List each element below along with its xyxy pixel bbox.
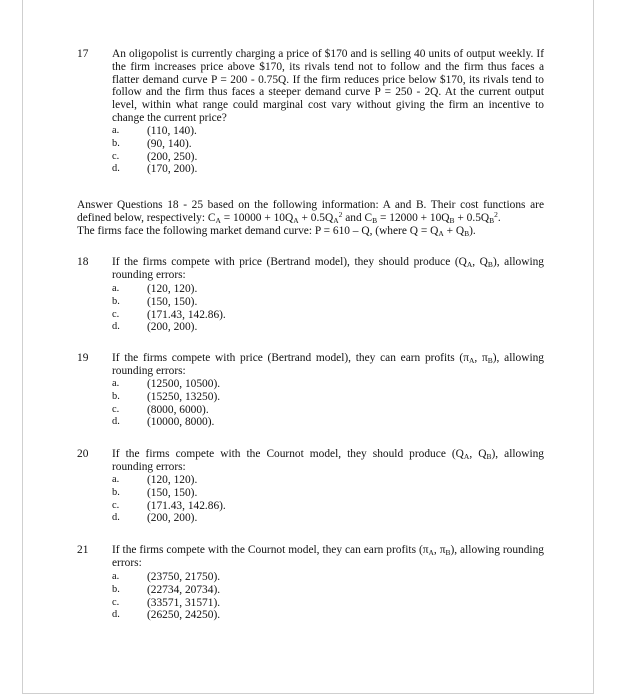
text-segment: ), allowing rounding errors: bbox=[112, 256, 545, 281]
option-value: (15250, 13250). bbox=[147, 390, 221, 403]
option-value: (26250, 24250). bbox=[147, 609, 221, 622]
subscript: A bbox=[293, 215, 299, 225]
option-letter: d. bbox=[112, 512, 120, 524]
cost-a-symbol: C bbox=[207, 211, 216, 224]
question-text bbox=[112, 448, 544, 474]
subscript: B bbox=[445, 548, 451, 557]
cost-a-quadratic: + 0.5Q bbox=[298, 211, 334, 224]
info-paragraph bbox=[77, 199, 544, 237]
cost-a-equation: = 10000 + 10Q bbox=[220, 211, 294, 224]
option-letter: d. bbox=[112, 163, 120, 175]
superscript: 2 bbox=[494, 209, 498, 219]
option-letter: c. bbox=[112, 499, 120, 511]
text-segment: ), allowing rounding errors: bbox=[112, 448, 544, 473]
text-segment: If the firms compete with the Cournot model, they should produce (Q bbox=[112, 448, 464, 460]
option-value: (171.43, 142.86). bbox=[147, 308, 226, 321]
option-letter: a. bbox=[112, 474, 120, 485]
option-value: (120, 120). bbox=[147, 474, 198, 486]
demand-close: ). bbox=[469, 224, 476, 237]
cost-b-equation: = 12000 + 10Q bbox=[377, 211, 450, 224]
text-segment: If the firms compete with price (Bertrand model), they can earn profits (π bbox=[112, 352, 469, 364]
option-letter: c. bbox=[112, 308, 120, 320]
subscript: A bbox=[215, 215, 221, 225]
subscript: A bbox=[428, 548, 434, 557]
demand-text: The firms face the following market demand curve: P = 610 – Q, (where Q = Q bbox=[77, 224, 439, 237]
option-value: (110, 140). bbox=[147, 125, 197, 137]
question-text: An oligopolist is currently charging a price of $170 and is selling 40 units of output weekly. If the firm increases price above $170, its rivals tend not to follow and the firm thus faces a flatter demand curve P = 200 - 0.75Q. If the firm reduces price below $170, its rivals tend to follow and the firm thus faces a steeper demand curve P = 250 - 2Q. At the current output level, within what range could marginal cost vary without giving the firm an incentive to change the current price? bbox=[112, 48, 544, 124]
subscript: B bbox=[487, 260, 493, 269]
subscript: A bbox=[463, 452, 470, 461]
option-value: (150, 150). bbox=[147, 486, 198, 499]
subscript: B bbox=[372, 215, 378, 225]
text-segment: ), allowing rounding errors: bbox=[112, 352, 544, 377]
subscript: B bbox=[486, 452, 492, 461]
question-text bbox=[112, 352, 544, 378]
option-value: (120, 120). bbox=[147, 283, 198, 295]
question-number: 21 bbox=[77, 544, 89, 556]
subscript: A bbox=[333, 215, 339, 225]
option-letter: c. bbox=[112, 596, 120, 608]
subscript: A bbox=[466, 260, 473, 269]
option-letter: c. bbox=[112, 403, 120, 415]
option-value: (90, 140). bbox=[147, 137, 192, 150]
text-segment: If the firms compete with price (Bertrand model), they should produce (Q bbox=[112, 256, 467, 268]
question-text bbox=[112, 256, 544, 282]
option-letter: a. bbox=[112, 378, 120, 389]
punctuation: . bbox=[497, 211, 501, 224]
option-value: (200, 250). bbox=[147, 150, 198, 163]
option-letter: d. bbox=[112, 416, 120, 428]
option-letter: b. bbox=[112, 583, 120, 595]
text-segment: If the firms compete with the Cournot model, they can earn profits (π bbox=[112, 544, 429, 556]
text-segment: ), allowing rounding errors: bbox=[112, 544, 544, 569]
subscript: B bbox=[487, 356, 493, 365]
option-value: (12500, 10500). bbox=[147, 378, 221, 390]
subscript: B bbox=[464, 228, 470, 238]
question-number: 20 bbox=[77, 448, 89, 460]
subscript: A bbox=[468, 356, 475, 365]
superscript: 2 bbox=[338, 209, 343, 219]
option-letter: a. bbox=[112, 283, 120, 294]
subscript: A bbox=[438, 228, 444, 238]
option-value: (200, 200). bbox=[147, 512, 198, 525]
option-value: (23750, 21750). bbox=[147, 571, 221, 583]
option-value: (33571, 31571). bbox=[147, 596, 221, 609]
cost-b-quadratic: + 0.5Q bbox=[454, 211, 490, 224]
option-letter: a. bbox=[112, 125, 120, 136]
question-text bbox=[112, 544, 544, 570]
text-segment: , π bbox=[433, 544, 446, 556]
option-value: (150, 150). bbox=[147, 295, 198, 308]
option-value: (200, 200). bbox=[147, 321, 198, 334]
option-letter: c. bbox=[112, 150, 120, 162]
option-letter: a. bbox=[112, 571, 120, 582]
option-letter: b. bbox=[112, 486, 120, 498]
subscript: B bbox=[449, 215, 455, 225]
option-value: (171.43, 142.86). bbox=[147, 499, 226, 512]
option-value: (22734, 20734). bbox=[147, 583, 221, 596]
text-segment: , Q bbox=[469, 448, 487, 460]
subscript: B bbox=[489, 215, 495, 225]
option-value: (8000, 6000). bbox=[147, 403, 209, 416]
option-letter: d. bbox=[112, 609, 120, 621]
question-number: 19 bbox=[77, 352, 89, 364]
option-value: (10000, 8000). bbox=[147, 416, 215, 429]
option-value: (170, 200). bbox=[147, 163, 198, 176]
option-letter: b. bbox=[112, 295, 120, 307]
question-number: 17 bbox=[77, 48, 89, 60]
option-letter: b. bbox=[112, 137, 120, 149]
question-number: 18 bbox=[77, 256, 89, 268]
demand-plus: + Q bbox=[443, 224, 465, 237]
text-segment: , Q bbox=[472, 256, 488, 268]
option-letter: d. bbox=[112, 321, 120, 333]
cost-b-symbol: and C bbox=[342, 211, 373, 224]
intro-text: Answer Questions 18 - 25 based on the following information: A and B. Their cost functions are defined below, respectively: bbox=[77, 199, 544, 224]
text-segment: , π bbox=[474, 352, 488, 364]
option-letter: b. bbox=[112, 390, 120, 402]
